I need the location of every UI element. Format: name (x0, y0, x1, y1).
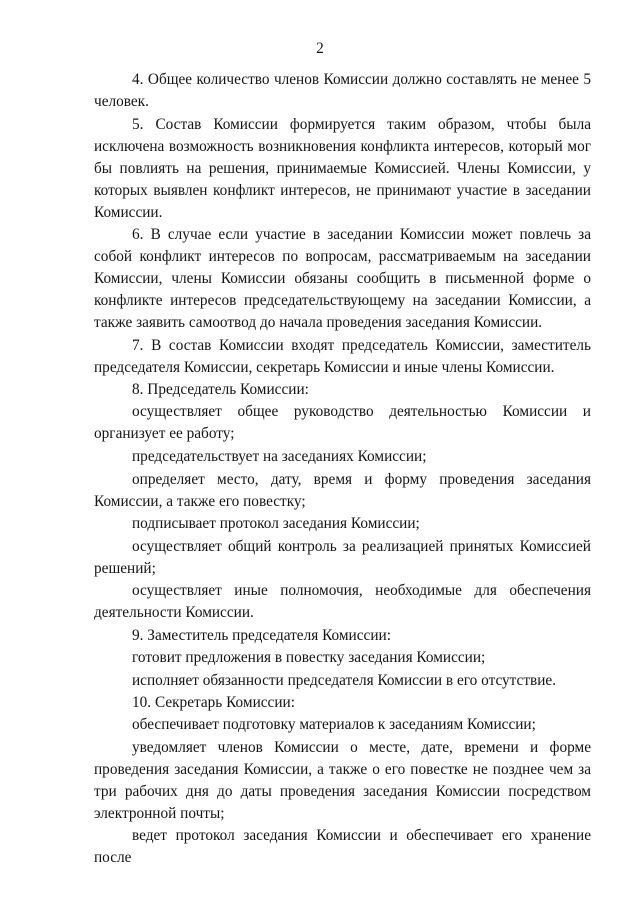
chairman-duty-signs-minutes: подписывает протокол заседания Комиссии; (132, 515, 420, 533)
document-body (94, 69, 591, 870)
paragraph-7-membership: 7. В состав Комиссии входят председатель Комиссии, заместитель председателя Комиссии, секретарь Комиссии и иные члены Комиссии. (94, 336, 591, 376)
paragraph-5-composition: 5. Состав Комиссии формируется таким образом, чтобы была исключена возможность возникновения конфликта интересов, который мог бы повлиять на решения, принимаемые Комиссией. Члены Комиссии, у которых выявлен конфликт интересов, не принимают участие в заседании Комиссии. (94, 115, 591, 221)
deputy-duty-acting-chairman: исполняет обязанности председателя Комиссии в его отсутствие. (132, 671, 557, 689)
chairman-duty-other-powers: осуществляет иные полномочия, необходимые для обеспечения деятельности Комиссии. (94, 582, 591, 622)
paragraph-8-chairman-heading: 8. Председатель Комиссии: (132, 381, 309, 399)
chairman-duty-general-management: осуществляет общее руководство деятельностью Комиссии и организует ее работу; (94, 403, 591, 443)
chairman-duty-sets-meeting: определяет место, дату, время и форму проведения заседания Комиссии, а также его повестку; (94, 470, 591, 510)
secretary-duty-materials: обеспечивает подготовку материалов к заседаниям Комиссии; (132, 716, 536, 734)
secretary-duty-notifies-members: уведомляет членов Комиссии о месте, дате, времени и форме проведения заседания Комиссии, а также о его повестке не позднее чем за три рабочих дня до даты проведения заседания Комиссии посредством электронной почты; (94, 738, 591, 822)
chairman-duty-control: осуществляет общий контроль за реализацией принятых Комиссией решений; (94, 537, 591, 577)
paragraph-6-conflict-of-interest: 6. В случае если участие в заседании Комиссии может повлечь за собой конфликт интересов по вопросам, рассматриваемым на заседании Комиссии, члены Комиссии обязаны сообщить в письменной форме о конфликте интересов председательствующему на заседании Комиссии, а также заявить самоотвод до начала проведения заседания Комиссии. (94, 226, 591, 332)
deputy-duty-agenda-proposals: готовит предложения в повестку заседания Комиссии; (132, 648, 486, 666)
paragraph-9-deputy-heading: 9. Заместитель председателя Комиссии: (132, 626, 391, 644)
page-number: 2 (316, 40, 324, 57)
paragraph-10-secretary-heading: 10. Секретарь Комиссии: (132, 694, 295, 712)
chairman-duty-presides: председательствует на заседаниях Комиссии; (132, 447, 427, 465)
secretary-duty-keeps-minutes: ведет протокол заседания Комиссии и обеспечивает его хранение после (94, 827, 591, 867)
paragraph-4-member-count: 4. Общее количество членов Комиссии должно составлять не менее 5 человек. (94, 71, 591, 110)
